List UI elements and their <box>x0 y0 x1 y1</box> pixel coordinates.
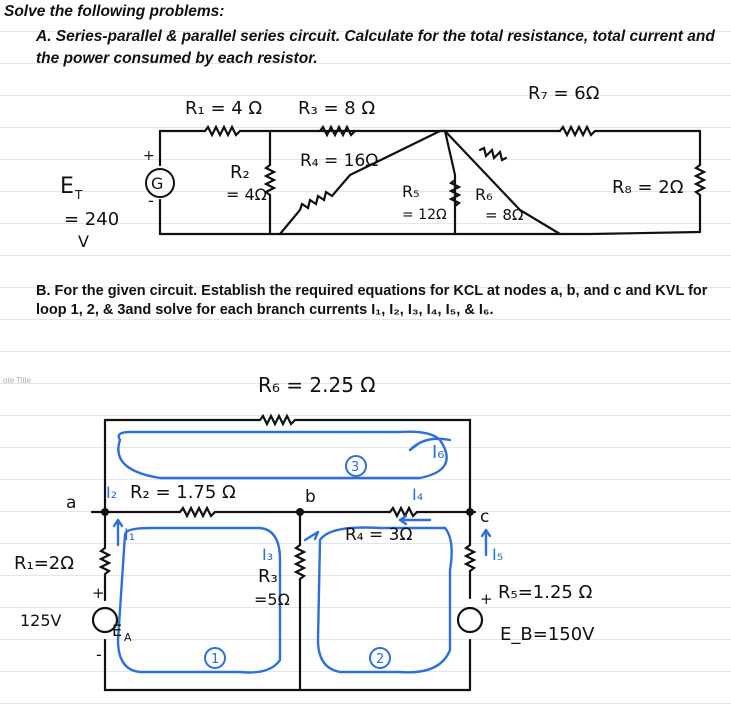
r6-value: = 8Ω <box>485 206 524 224</box>
source-unit: V <box>78 232 89 251</box>
source-value: = 240 <box>64 209 120 230</box>
b-r6-label: R₆ = 2.25 Ω <box>258 373 376 397</box>
ea-plus: + <box>92 584 105 602</box>
i4-label: I₄ <box>412 485 424 504</box>
eb-plus: + <box>480 590 493 608</box>
problem-a-text: A. Series-parallel & parallel series circuit. Calculate for the total resistance, total current and the power consumed by each resistor. <box>36 28 715 67</box>
r3-label: R₃ = 8 Ω <box>298 98 376 119</box>
generator-label: G <box>151 174 164 193</box>
r7-label: R₇ = 6Ω <box>528 83 600 104</box>
r2-value: = 4Ω <box>226 185 267 204</box>
loop-1-label: 1 <box>211 652 220 667</box>
ea-value: 125V <box>20 611 62 630</box>
loop-3-label: 3 <box>351 460 360 475</box>
r1-label: R₁ = 4 Ω <box>185 98 263 119</box>
node-c-label: c <box>480 507 490 527</box>
source-label: E <box>60 174 74 199</box>
r5-label: R₅ <box>402 182 420 201</box>
b-r2-label: R₂ = 1.75 Ω <box>130 482 236 503</box>
source-minus: - <box>148 191 154 210</box>
r8-label: R₈ = 2Ω <box>612 177 684 198</box>
source-subscript: T <box>75 188 83 202</box>
node-b-label: b <box>305 487 316 507</box>
heading: Solve the following problems: <box>4 3 225 20</box>
b-r3-label: R₃ <box>258 566 278 587</box>
ea-label: E <box>112 621 123 640</box>
i2-label: I₂ <box>106 483 118 502</box>
i1-label: I₁ <box>124 525 136 544</box>
loop-2-label: 2 <box>376 652 385 667</box>
ea-subscript: A <box>124 631 132 644</box>
i3-label: I₃ <box>262 545 274 564</box>
i6-label: I₆ <box>432 442 445 463</box>
note-title: ote Title <box>3 376 32 385</box>
eb-label: E_B=150V <box>500 624 595 645</box>
r6-label: R₆ <box>475 185 493 204</box>
b-r5-label: R₅=1.25 Ω <box>498 582 593 603</box>
b-r4-label: R₄ = 3Ω <box>345 525 413 545</box>
b-r1-label: R₁=2Ω <box>14 553 75 574</box>
b-r3-value: =5Ω <box>254 590 290 609</box>
ea-minus: - <box>96 645 102 664</box>
r2-label: R₂ <box>230 162 250 183</box>
source-plus: + <box>143 148 155 164</box>
problem-b-text: B. For the given circuit. Establish the required equations for KCL at nodes a, b, and c and KVL for loop 1, 2, & 3and solve for each branch currents I₁, I₂, I₃, I₄, I₅, & I₆. <box>36 283 708 318</box>
r5-value: = 12Ω <box>402 207 447 223</box>
node-a-label: a <box>66 493 77 513</box>
i5-label: I₅ <box>492 545 504 564</box>
r4-label: R₄ = 16Ω <box>300 151 379 171</box>
